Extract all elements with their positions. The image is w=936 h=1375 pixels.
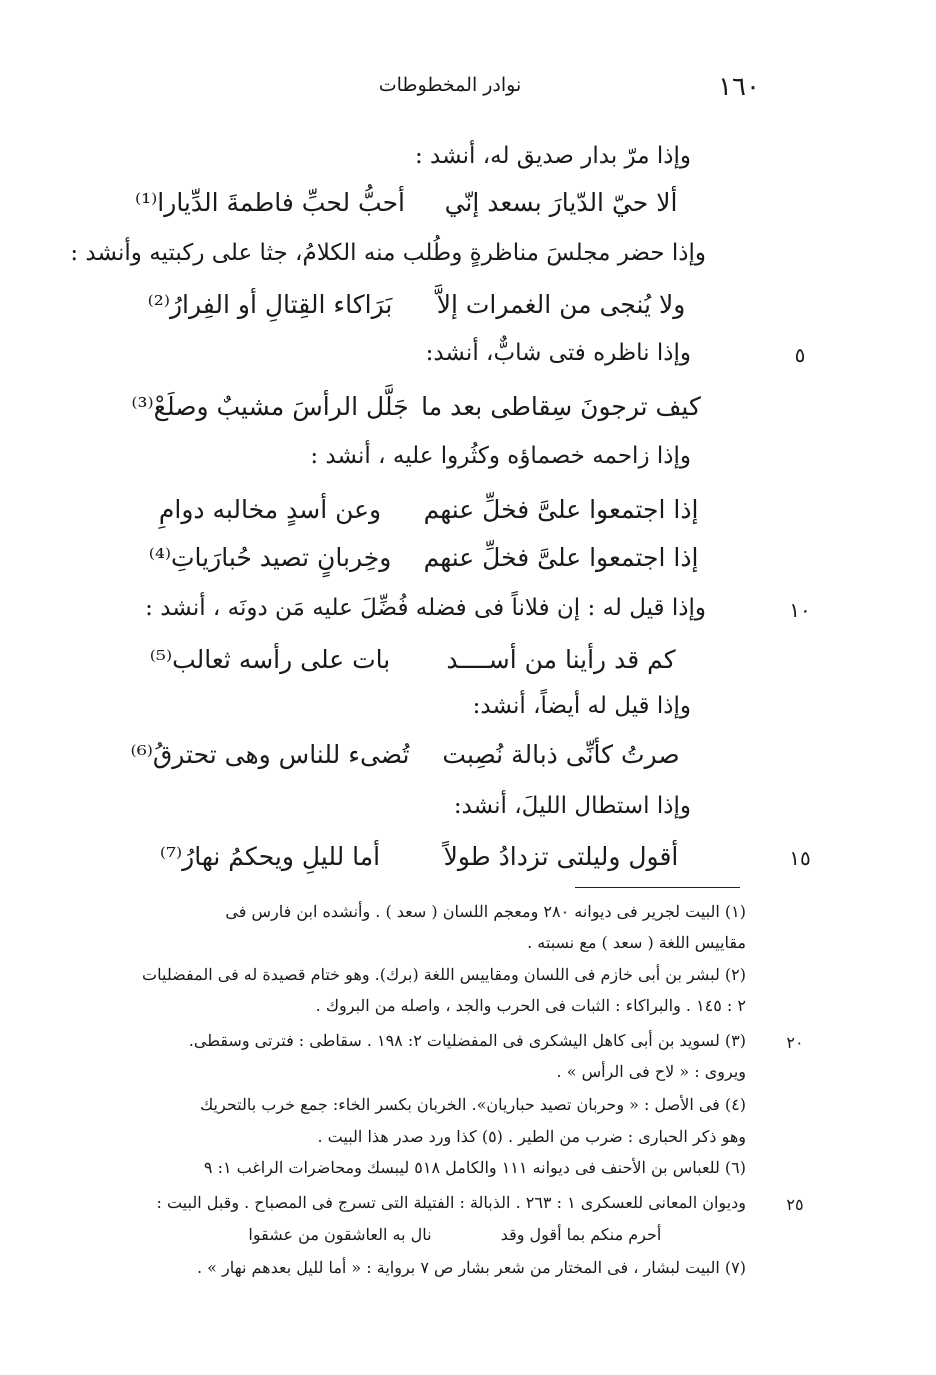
prose-line: وإذا مرّ بدار صديق له، أنشد : [414,143,691,169]
margin-line-number: ١٥ [789,846,811,870]
footnote-line: ويروى : « لاح فى الرأس » . [556,1062,746,1081]
footnote-line: (٦) للعباس بن الأحنف فى ديوانه ١١١ والكامل ٥١٨ ليبسك ومحاضرات الراغب ١: ٩ [203,1158,746,1177]
footnote-line: (٧) البيت لبشار ، فى المختار من شعر بشار ص ٧ برواية : « أما لليل بعدهم نهار » . [196,1258,746,1277]
footnote-line: (٤) فى الأصل : « وحربان تصيد حباريان». الخربان بكسر الخاء: جمع خرب بالتحريك [200,1095,746,1114]
verse-hemistich-right: صرتُ كأنِّى ذبالة نُصِبت [442,740,680,769]
footnote-divider [575,887,740,888]
verse-hemistich-right: إذا اجتمعوا علىَّ فخلِّ عنهم [423,495,699,524]
prose-line: وإذا قيل له : إن فلاناً فى فضله فُضِّلَ عليه مَن دونَه ، أنشد : [145,595,706,621]
verse-hemistich-right: ولا يُنجى من الغمرات إلاَّ [436,290,686,319]
prose-line: وإذا استطال الليلَ، أنشد: [453,793,691,819]
footnote-line: مقاييس اللغة ( سعد ) مع نسبته . [527,933,746,952]
page-number: ١٦٠ [718,72,760,102]
verse-hemistich-left: تُضىء للناس وهى تحترقُ⁽⁶⁾ [130,740,410,769]
verse-hemistich-right: أقول وليلتى تزدادُ طولاً [443,842,679,871]
verse-hemistich-right: كم قد رأينا من أســــد [446,645,676,674]
margin-line-number: ٢٠ [786,1033,804,1052]
footnote-line: (٢) لبشر بن أبى خازم فى اللسان ومقاييس اللغة (برك). وهو ختام قصيدة له فى المفضليات [142,965,746,984]
footnote-verse-right: أحرم منكم بما أقول وقد [500,1225,662,1244]
verse-hemistich-left: أما لليلِ ويحكمُ نهارُ⁽⁷⁾ [159,842,381,871]
running-title: نوادر المخطوطات [378,74,522,96]
margin-line-number: ١٠ [789,598,811,622]
verse-hemistich-right: ألا حيّ الدّيارَ بسعد إنّي [444,188,678,217]
verse-hemistich-left: بَرَاكاء القِتالِ أو الفِرارُ⁽²⁾ [147,290,393,319]
margin-line-number: ٥ [794,343,806,367]
footnote-line: (٣) لسويد بن أبى كاهل اليشكرى فى المفضليات ٢: ١٩٨ . سقاطى : فترتى وسقطى. [188,1031,746,1050]
footnote-verse-left: نال به العاشقون من عشقوا [248,1225,432,1244]
footnote-line: وديوان المعانى للعسكرى ١ : ٢٦٣ . الذبالة : الفتيلة التى تسرج فى المصباح . وقبل البيت : [156,1193,746,1212]
prose-line: وإذا زاحمه خصماؤه وكثُروا عليه ، أنشد : [310,443,691,469]
prose-line: وإذا قيل له أيضاً، أنشد: [472,693,691,719]
verse-hemistich-left: بات على رأسه ثعالب⁽⁵⁾ [149,645,391,674]
footnote-line: ٢ : ١٤٥ . والبراكاء : الثبات فى الحرب والجد ، واصله من البروك . [315,996,746,1015]
margin-line-number: ٢٥ [786,1195,804,1214]
footnote-line: (١) البيت لجرير فى ديوانه ٢٨٠ ومعجم اللسان ( سعد ) . وأنشده ابن فارس فى [225,902,746,921]
verse-hemistich-left: أحبُّ لحبِّ فاطمةَ الدِّيارا⁽¹⁾ [134,188,405,217]
verse-hemistich-left: جَلَّل الرأسَ مشيبٌ وصلَعْ⁽³⁾ [131,392,409,421]
verse-hemistich-left: وعن أسدٍ مخالبه دوامِ [158,495,382,524]
verse-hemistich-left: وخِربانٍ تصيد حُبارَياتِ⁽⁴⁾ [148,543,392,572]
prose-line: وإذا حضر مجلسَ مناظرةٍ وطُلب منه الكلامُ، جثا على ركبتيه وأنشد : [70,240,706,266]
verse-hemistich-right: إذا اجتمعوا علىَّ فخلِّ عنهم [423,543,699,572]
prose-line: وإذا ناظره فتى شابٌّ، أنشد: [425,340,691,366]
verse-hemistich-right: كيف ترجونَ سِقاطى بعد ما [421,392,701,421]
footnote-line: وهو ذكر الحبارى : ضرب من الطير . (٥) كذا ورد صدر هذا البيت . [317,1127,746,1146]
